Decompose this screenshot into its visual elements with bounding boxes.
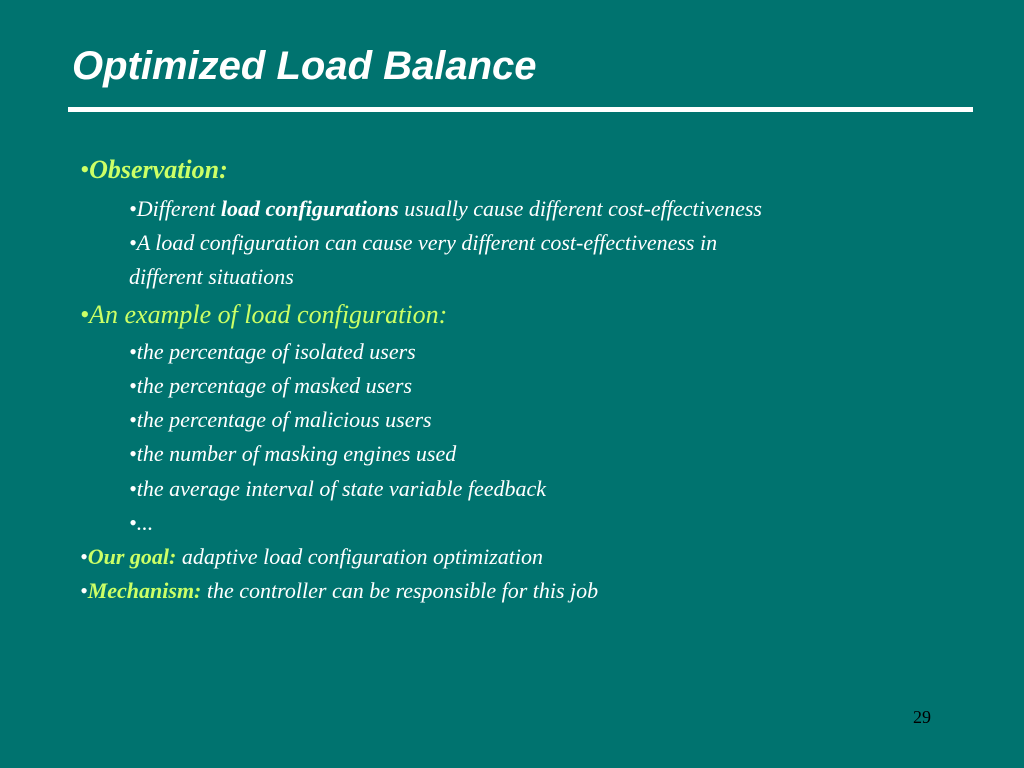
observation-item-1-emphasis: load configurations xyxy=(220,196,399,221)
observation-item-2-line-1: A load configuration can cause very different cost-effectiveness in xyxy=(136,230,718,255)
example-item xyxy=(129,339,416,365)
bullet: • xyxy=(129,441,137,466)
observation-heading xyxy=(80,155,228,185)
mechanism-text: the controller can be responsible for this job xyxy=(201,578,599,603)
observation-label: Observation: xyxy=(89,155,228,184)
example-item xyxy=(129,441,456,467)
bullet: • xyxy=(80,155,90,184)
observation-item-2-continued xyxy=(129,264,294,290)
bullet: • xyxy=(129,407,137,432)
page-number: 29 xyxy=(913,707,931,727)
bullet: • xyxy=(80,544,88,569)
example-item-text: the average interval of state variable feedback xyxy=(136,476,547,501)
example-item xyxy=(129,476,546,502)
observation-item-2-line-2: different situations xyxy=(129,264,294,289)
example-label: An example of load configuration: xyxy=(89,300,448,329)
bullet: • xyxy=(80,578,88,603)
bullet: • xyxy=(129,230,137,255)
bullet: • xyxy=(129,510,137,535)
slide-title: Optimized Load Balance xyxy=(72,44,537,88)
goal-text: adaptive load configuration optimization xyxy=(176,544,543,569)
mechanism-label: Mechanism: xyxy=(87,578,202,603)
goal-line xyxy=(80,544,543,570)
example-item-text: the number of masking engines used xyxy=(136,441,457,466)
title-divider xyxy=(68,107,973,112)
example-heading xyxy=(80,300,447,330)
bullet: • xyxy=(129,196,137,221)
example-item xyxy=(129,510,153,536)
example-item-text: the percentage of isolated users xyxy=(136,339,416,364)
observation-item-2 xyxy=(129,230,717,256)
bullet: • xyxy=(80,300,90,329)
goal-label: Our goal: xyxy=(87,544,177,569)
observation-item-1-suffix: usually cause different cost-effectiveness xyxy=(398,196,762,221)
bullet: • xyxy=(129,339,137,364)
observation-item-1-prefix: Different xyxy=(136,196,221,221)
example-item xyxy=(129,407,432,433)
bullet: • xyxy=(129,373,137,398)
observation-item-1 xyxy=(129,196,762,222)
example-item-text: the percentage of malicious users xyxy=(136,407,432,432)
example-item-text: the percentage of masked users xyxy=(136,373,413,398)
example-item-text: ... xyxy=(136,510,154,535)
example-item xyxy=(129,373,412,399)
mechanism-line xyxy=(80,578,598,604)
bullet: • xyxy=(129,476,137,501)
